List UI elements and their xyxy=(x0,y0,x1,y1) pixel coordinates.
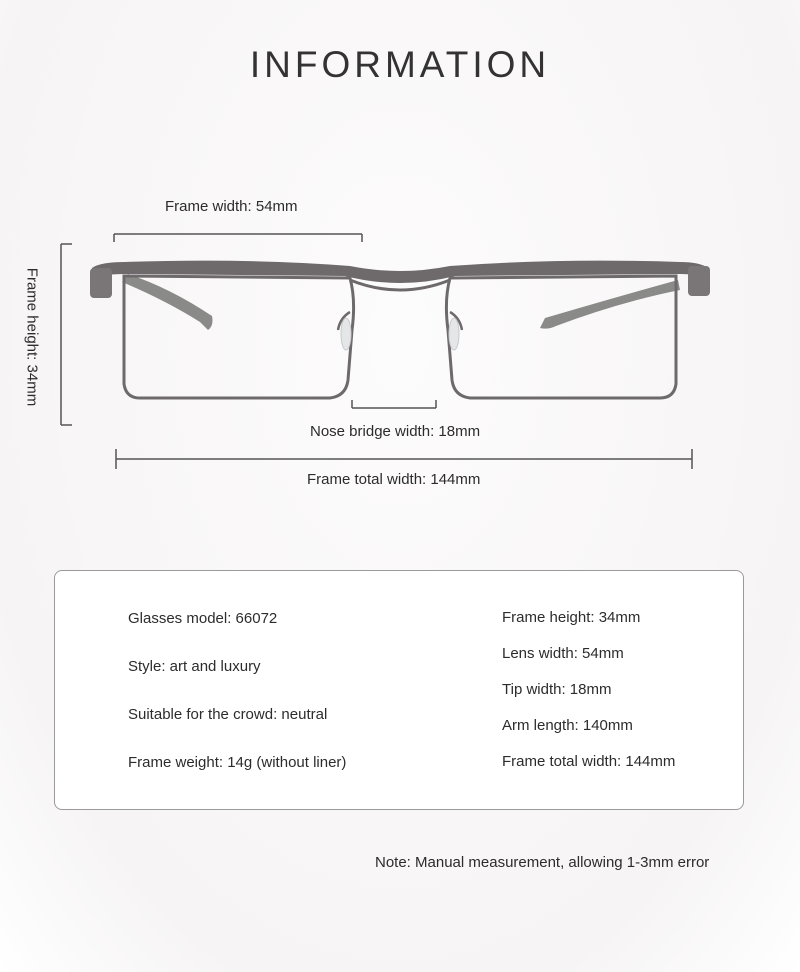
specs-right-list xyxy=(502,608,675,788)
frame-width-label: Frame width: 54mm xyxy=(165,198,298,215)
spec-item-style: Style: art and luxury xyxy=(128,658,261,675)
page-title: INFORMATION xyxy=(249,44,551,85)
spec-item-model: Glasses model: 66072 xyxy=(128,610,278,627)
right-temple-arm xyxy=(540,280,680,329)
spec-item-tip-width: Tip width: 18mm xyxy=(502,681,612,698)
nose-bridge-label: Nose bridge width: 18mm xyxy=(310,423,481,440)
spec-item-lens-width: Lens width: 54mm xyxy=(502,645,624,662)
specs-left-list xyxy=(128,609,346,801)
frame-height-label: Frame height: 34mm xyxy=(23,267,41,407)
measurement-note: Note: Manual measurement, allowing 1-3mm error xyxy=(375,854,710,871)
frame-top-bar xyxy=(92,261,708,283)
spec-item-weight: Frame weight: 14g (without liner) xyxy=(128,754,347,771)
spec-item-total-width: Frame total width: 144mm xyxy=(502,753,676,770)
specs-box xyxy=(54,570,744,810)
frame-width-measure xyxy=(114,234,362,242)
nose-bridge-measure xyxy=(352,400,436,408)
total-width-label: Frame total width: 144mm xyxy=(307,471,481,488)
left-hinge xyxy=(90,268,112,298)
spec-item-crowd: Suitable for the crowd: neutral xyxy=(128,706,328,723)
left-temple-arm xyxy=(122,274,213,330)
right-hinge xyxy=(688,266,710,296)
frame-height-measure xyxy=(61,244,72,425)
total-width-measure xyxy=(116,449,692,469)
nose-pads xyxy=(338,312,462,350)
spec-item-arm-length: Arm length: 140mm xyxy=(502,717,633,734)
spec-item-frame-height: Frame height: 34mm xyxy=(502,609,641,626)
